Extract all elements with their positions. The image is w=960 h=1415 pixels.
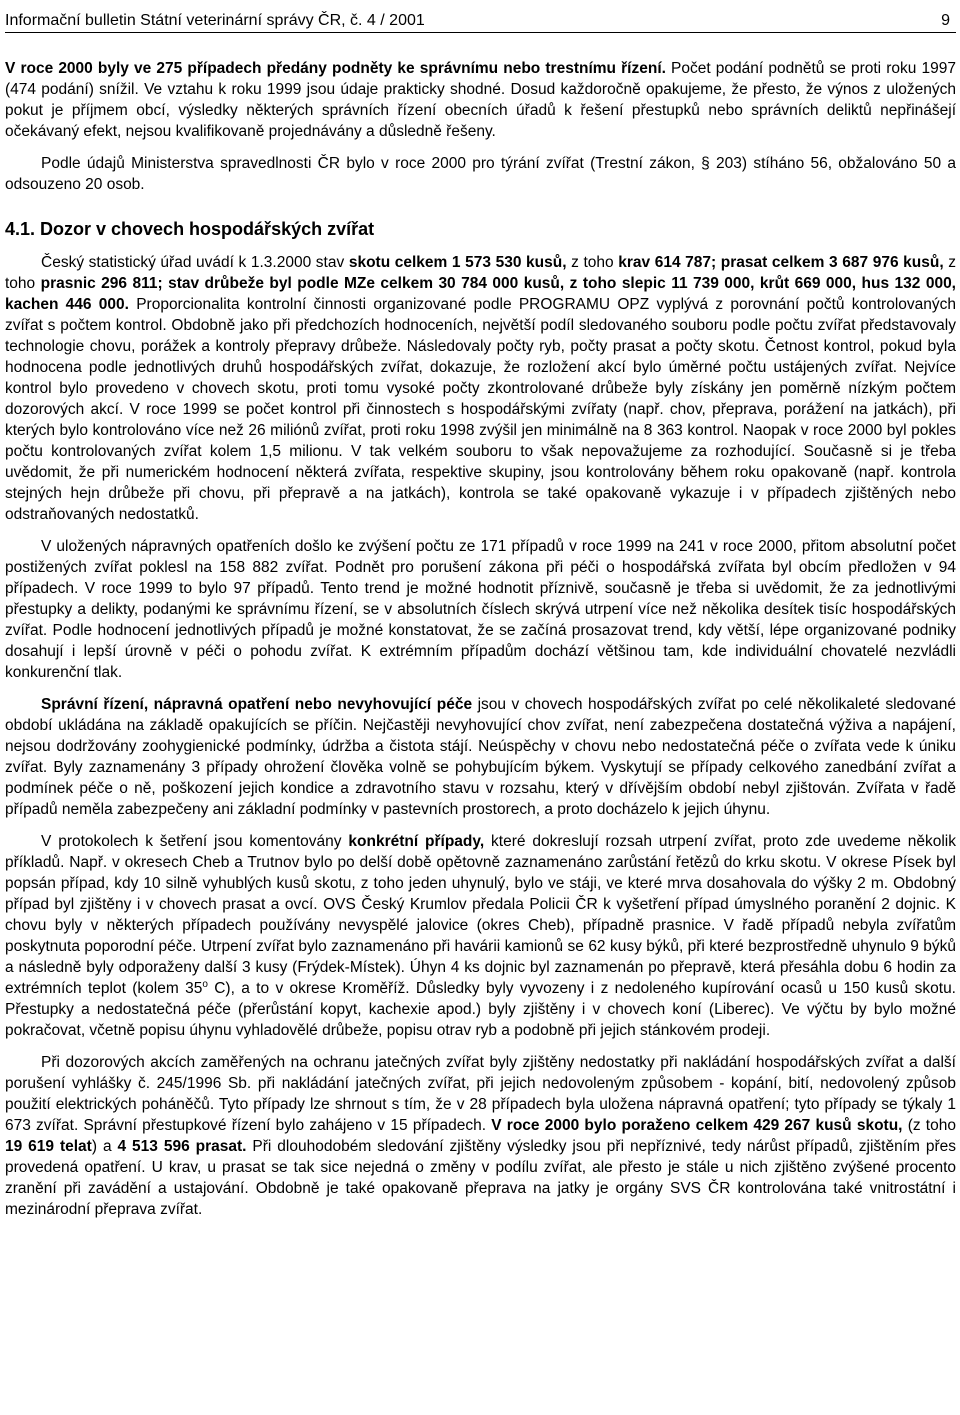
paragraph-ministerstvo: Podle údajů Ministerstva spravedlnosti ČR bylo v roce 2000 pro týrání zvířat (Trestní zákon, § 203) stíháno 56, obžalováno 50 a odsouzeno 20 osob. [5,155,956,193]
section-heading: 4.1. Dozor v chovech hospodářských zvířat [5,219,375,239]
paragraph-napravna-opatreni: V uložených nápravných opatřeních došlo ke zvýšení počtu ze 171 případů v roce 1999 na 241 v roce 2000, přitom absolutní počet postižených zvířat poklesl na 158 882 zvířat. Podnět pro porušení zákona při péči o hospodářská zvířata byl obcím předložen v 94 případech. V roce 1999 to bylo 97 případů. Tento trend je možné hodnotit příznivě, současně je třeba si uvědomit, že za jednotlivými přestupky a delikty, podanými ke správnímu řízení, se v absolutních číslech skrývá utrpení více než několika desítek tisíc hospodářských zvířat. Podle hodnocení jednotlivých případů je možné konstatovat, že se začíná prosazovat trend, kdy větší, lépe organizované podniky dosahují i lepší úrovně v péči o pohodu zvířat. K extrémním případům dochází většinou tam, kde individuální chovatelé nezvládli konkurenční tlak. [5,538,956,681]
page-header [5,0,956,33]
paragraph-podnety: V roce 2000 byly ve 275 případech předány podněty ke správnímu nebo trestnímu řízení. Počet podání podnětů se proti roku 1997 (474 podání) snížil. Ve vztahu k roku 1999 jsou údaje prakticky shodné. Dosud každoročně opakujeme, že přesto, že výnos z uložených pokut je příjmem obcí, výsledky některých správních řízení obecních úřadů k řešení přestupků nebo správních deliktů nepřinášejí očekávaný efekt, nejsou kvalifikovaně projednávány a důsledně řešeny. [5,60,956,140]
paragraph-konkretni-pripady: V protokolech k šetření jsou komentovány konkrétní případy, které dokreslují rozsah utrpení zvířat, proto zde uvedeme několik příkladů. Např. v okresech Cheb a Trutnov bylo po delší době opětovně zaznamenáno zarůstání řetězů do krku skotu. V okrese Písek byl popsán případ, kdy 10 silně vyhublých kusů skotu, z toho jeden uhynulý, bylo ve stáji, ve které mrva dosahovala do výšky 2 m. Obdobný případ byl zjištěny i v chovech prasat a ovcí. OVS Český Krumlov předala Policii ČR k vyšetření případ úmyslného poranění 2 dojnic. K chovu byly v některých případech používány nevyspělé jalovice (okres Cheb), případně prasnice. V řadě případů nebyla zvířatům poskytnuta poporodní péče. Utrpení zvířat bylo zaznamenáno při havárii kamionů se 62 kusy býků, při které bezprostředně uhynulo 9 býků a následně byly odporaženy další 3 kusy (Frýdek-Místek). Úhyn 4 ks dojnic byl zaznamenán po přepravě, která přesáhla dobu 6 hodin za extrémních teplot (kolem 35$^o$ C), a to v okrese Kroměříž. Důsledky byly vyvozeny i z nedoleného kupírování ocasů u 150 kusů skotu. Přestupky a nedostatečná péče (přerůstání kopyt, kachexie apod.) byly zjištěny i v chovech koní (Liberec). Ve výčtu by bylo možné pokračovat, včetně popisu úhynu vyhladovělé drůbeže, popisu otrav ryb a podobně při jejich stánkovém prodeji. [5,833,956,1039]
paragraph-spravni-rizeni: Správní řízení, nápravná opatření nebo nevyhovující péče jsou v chovech hospodářských zvířat po celé několikaleté sledované období ukládána na základě opakujících se příčin. Nejčastěji nevyhovující chov zvířat, není zabezpečena dostatečná výživa a napájení, nejsou dodržovány zoohygienické podmínky, údržba a čistota stájí. Neúspěchy v chovu nebo nedostatečná péče o zvířata vede k úniku zvířat. Byly zaznamenány 3 případy ohrožení člověka volně se pohybujícím býkem. Vyskytují se případy celkového zanedbání zvířat a podmínek péče o ně, poškození jejich kondice a zdravotního stavu v rozsahu, který v dřívějším období nebyl zjištován. Zvířata v řadě případů neměla zabezpečeny ani základní podmínky v pastevních prostorech, a proto docházelo k jejich úhynu. [5,696,956,818]
paragraph-statistiky: Český statistický úřad uvádí k 1.3.2000 stav skotu celkem 1 573 530 kusů, z toho krav 614 787; prasat celkem 3 687 976 kusů, z toho prasnic 296 811; stav drůbeže byl podle MZe celkem 30 784 000 kusů, z toho slepic 11 739 000, krůt 669 000, hus 132 000, kachen 446 000. Proporcionalita kontrolní činnosti organizované podle PROGRAMU OPZ vyplývá z porovnání počtů kontrolovaných zvířat s počtem kontrol. Obdobně jako při předchozích hodnoceních, největší podíl sledovaného souboru podle počtu zvířat představovaly technologie chovu, porážek a kontroly přepravy drůbeže. Následovaly počty ryb, počty prasat a počty skotu. Četnost kontrol, pokud byla hodnocena podle jednotlivých druhů hospodářských zvířat, dokazuje, že rozložení akcí bylo úměrné počtu ustájených zvířat. Nejvíce kontrol bylo provedeno v chovech skotu, proti tomu vysoké počty zkontrolované drůbeže byly získány jen poměrně nízkým počtem dozorových akcí. V roce 1999 se počet kontrol při činnostech s hospodářskými zvířaty (např. chov, přeprava, porážení na jatkách), při kterých bylo kontrolováno více než 26 miliónů zvířat, proti roku 1998 zvýšil jen minimálně na 8 363 kontrol. Naopak v roce 2000 byl pokles počtu kontrolovaných zvířat kolem 1,5 milionu. V tak velkém souboru to však nepovažujeme za rozhodující. Současně si je třeba uvědomit, že při numerickém hodnocení některá zvířata, respektive skupiny, jsou kontrolovány během roku opakovaně (např. kontrola stejných hejn drůbeže při chovu, při přepravě a na jatkách), kontrola se také opakovaně vykazuje i v případech zjištěných nebo odstraňovaných nedostatků. [5,254,956,523]
bulletin-title: Informační bulletin Státní veterinární správy ČR, č. 4 / 2001 [5,12,425,29]
paragraph-jatecna-zvirata: Při dozorových akcích zaměřených na ochranu jatečných zvířat byly zjištěny nedostatky při nakládání hospodářských zvířat a další porušení vyhlášky č. 245/1996 Sb. při nakládání jatečných zvířat, při jejich nedovoleným způsobem - kopání, bití, nedovolený způsob použití elektrických poháněčů. Tyto případy lze shrnout s tím, že v 28 případech byla uložena nápravná opatření; tyto případy se týkaly 1 673 zvířat. Správní přestupkové řízení bylo zahájeno v 15 případech. V roce 2000 bylo poraženo celkem 429 267 kusů skotu, (z toho 19 619 telat) a 4 513 596 prasat. Při dlouhodobém sledování zjištěny výsledky jsou při nepříznivé, tedy nárůst případů, zjištěním přes provedená opatření. U krav, u prasat se tak sice nejedná o změny v podílu zvířat, ale přesto je stále u nich zjištěno zvýšené procento zranění při zavádění a ustajování. Obdobně je také opakovaně přeprava na jatky je orgány SVS ČR kontrolována také vnitrostátní i mezinárodní přeprava zvířat. [5,1054,957,1218]
page-number: 9 [941,12,950,29]
document-body [5,58,956,1220]
